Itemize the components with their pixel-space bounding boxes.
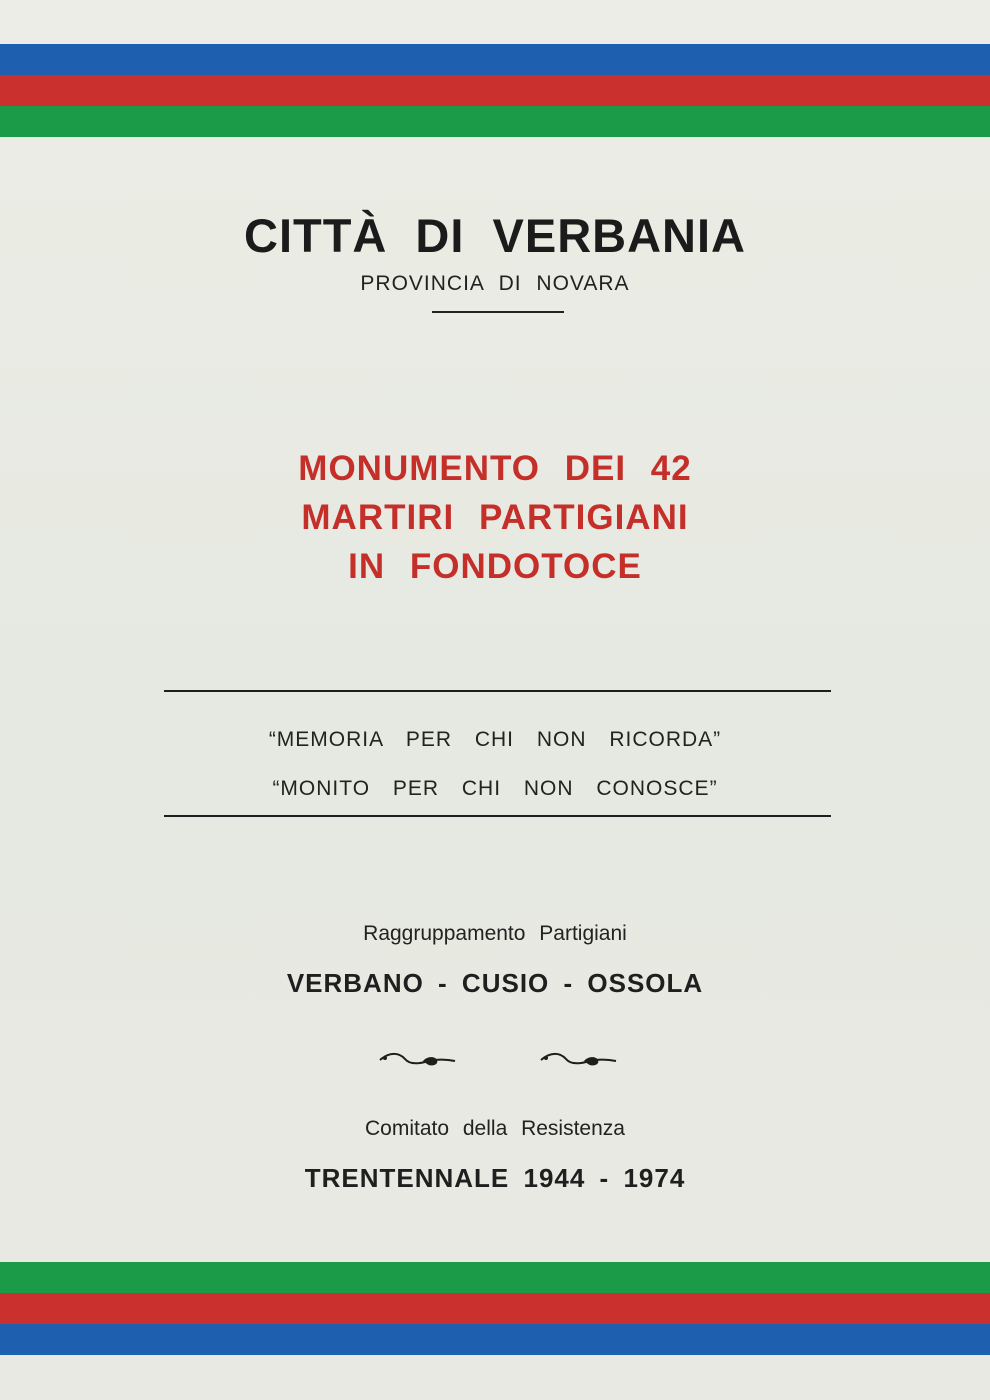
committee-name: Comitato della Resistenza bbox=[365, 1117, 625, 1140]
title-line: MONUMENTO DEI 42 bbox=[298, 449, 692, 488]
top-green-stripe bbox=[0, 106, 990, 137]
flourish-ornament-icon bbox=[538, 1050, 618, 1072]
motto-block bbox=[0, 715, 990, 813]
heading-underline bbox=[432, 311, 564, 313]
bottom-green-stripe bbox=[0, 1262, 990, 1293]
group-name: Raggruppamento Partigiani bbox=[363, 922, 627, 945]
top-red-stripe bbox=[0, 75, 990, 106]
motto-top-rule bbox=[164, 690, 831, 692]
title-line: MARTIRI PARTIGIANI bbox=[301, 498, 689, 537]
motto-bottom-rule bbox=[164, 815, 831, 817]
bottom-blue-stripe bbox=[0, 1324, 990, 1355]
bottom-red-stripe bbox=[0, 1293, 990, 1324]
monument-title bbox=[0, 444, 990, 591]
motto-line: “MONITO PER CHI NON CONOSCE” bbox=[272, 777, 718, 800]
motto-line: “MEMORIA PER CHI NON RICORDA” bbox=[268, 728, 722, 751]
top-blue-stripe bbox=[0, 44, 990, 75]
province-subheading: PROVINCIA DI NOVARA bbox=[360, 272, 630, 295]
title-line: IN FONDOTOCE bbox=[348, 547, 642, 586]
group-region: VERBANO - CUSIO - OSSOLA bbox=[286, 968, 704, 998]
anniversary-line: TRENTENNALE 1944 - 1974 bbox=[304, 1163, 686, 1193]
city-heading: CITTÀ DI VERBANIA bbox=[244, 209, 746, 262]
flourish-ornament-icon bbox=[377, 1050, 457, 1072]
